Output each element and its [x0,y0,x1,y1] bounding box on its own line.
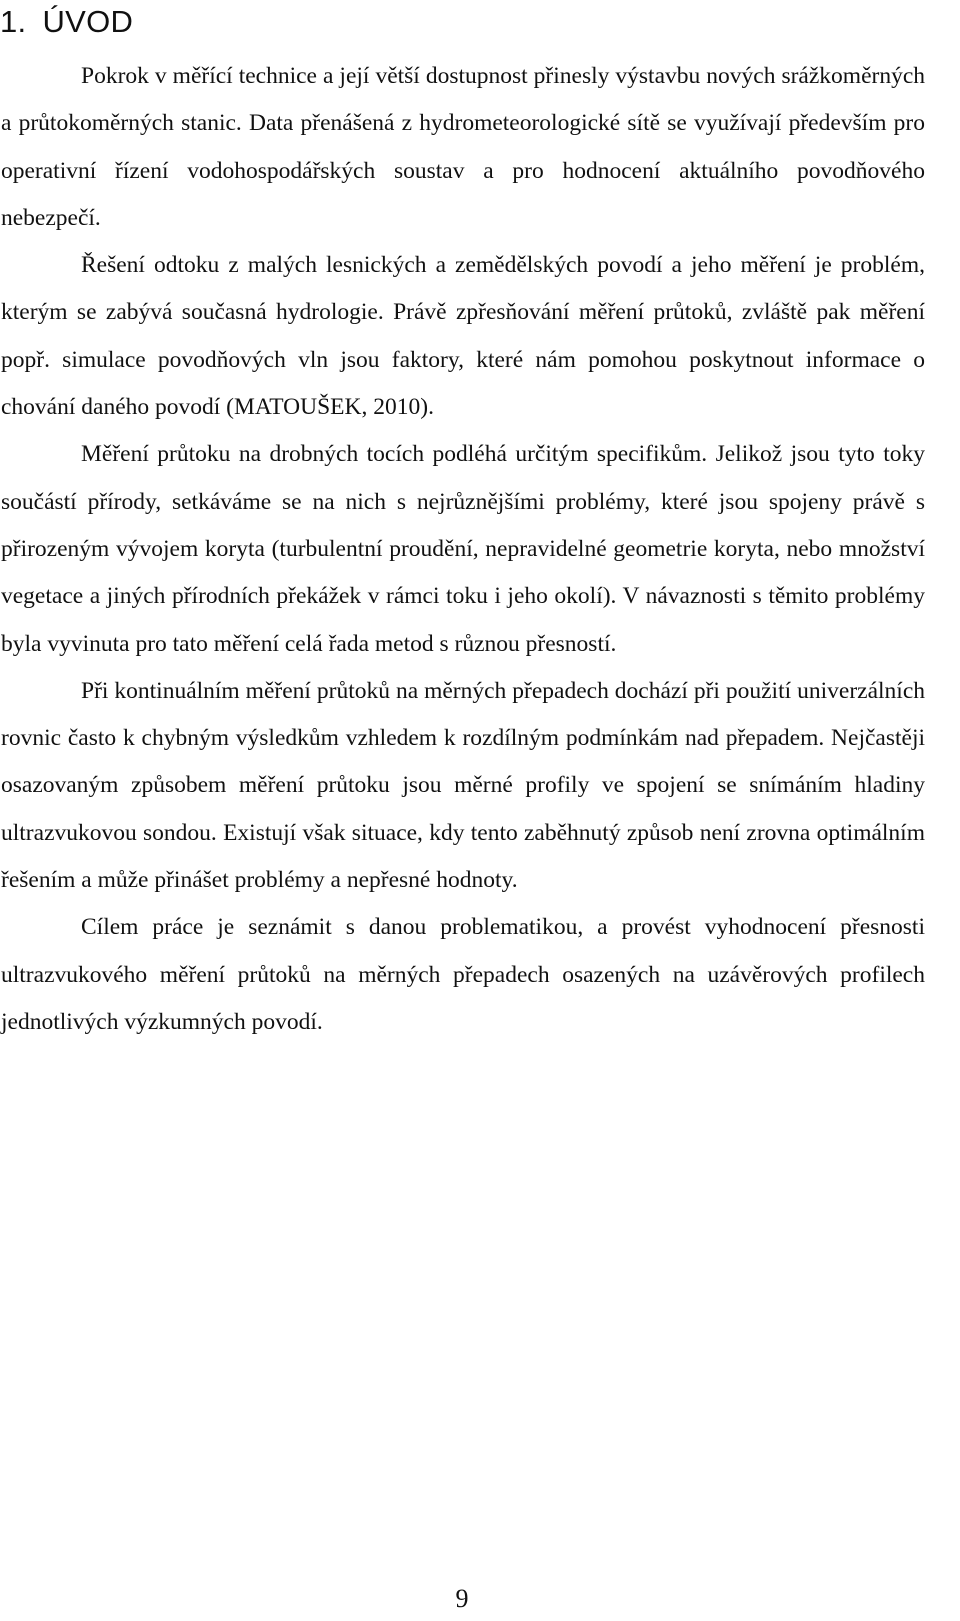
paragraph: Měření průtoku na drobných tocích podléhá určitým specifikům. Jelikož jsou tyto toky součástí přírody, setkáváme se na nich s nejrůznějšími problémy, které jsou spojeny právě s přirozeným vývojem koryta (turbulentní proudění, nepravidelné geometrie koryta, nebo množství vegetace a jiných přírodních překážek v rámci toku i jeho okolí). V návaznosti s těmito problémy byla vyvinuta pro tato měření celá řada metod s různou přesností. [1,441,925,657]
page-number: 9 [455,1584,469,1613]
section-number: 1. [0,4,27,39]
paragraph: Řešení odtoku z malých lesnických a zemědělských povodí a jeho měření je problém, kterým se zabývá současná hydrologie. Právě zpřesňování měření průtoků, zvláště pak měření popř. simulace povodňových vln jsou faktory, které nám pomohou poskytnout informace o chování daného povodí (MATOUŠEK, 2010). [1,252,925,421]
body-text [1,53,925,1046]
paragraph: Při kontinuálním měření průtoků na měrných přepadech dochází při použití univerzálních rovnic často k chybným výsledkům vzhledem k rozdílným podmínkám nad přepadem. Nejčastěji osazovaným způsobem měření průtoku jsou měrné profily ve spojení se snímáním hladiny ultrazvukovou sondou. Existují však situace, kdy tento zaběhnutý způsob není zrovna optimálním řešením a může přinášet problémy a nepřesné hodnoty. [1,677,925,894]
paragraph: Pokrok v měřící technice a její větší dostupnost přinesly výstavbu nových srážkoměrných a průtokoměrných stanic. Data přenášená z hydrometeorologické sítě se využívají především pro operativní řízení vodohospodářských soustav a pro hodnocení aktuálního povodňového nebezpečí. [1,63,925,231]
section-heading [0,4,133,40]
section-title: ÚVOD [42,4,134,39]
paragraph: Cílem práce je seznámit s danou problematikou, a provést vyhodnocení přesnosti ultrazvukového měření průtoků na měrných přepadech osazených na uzávěrových profilech jednotlivých výzkumných povodí. [1,914,925,1035]
